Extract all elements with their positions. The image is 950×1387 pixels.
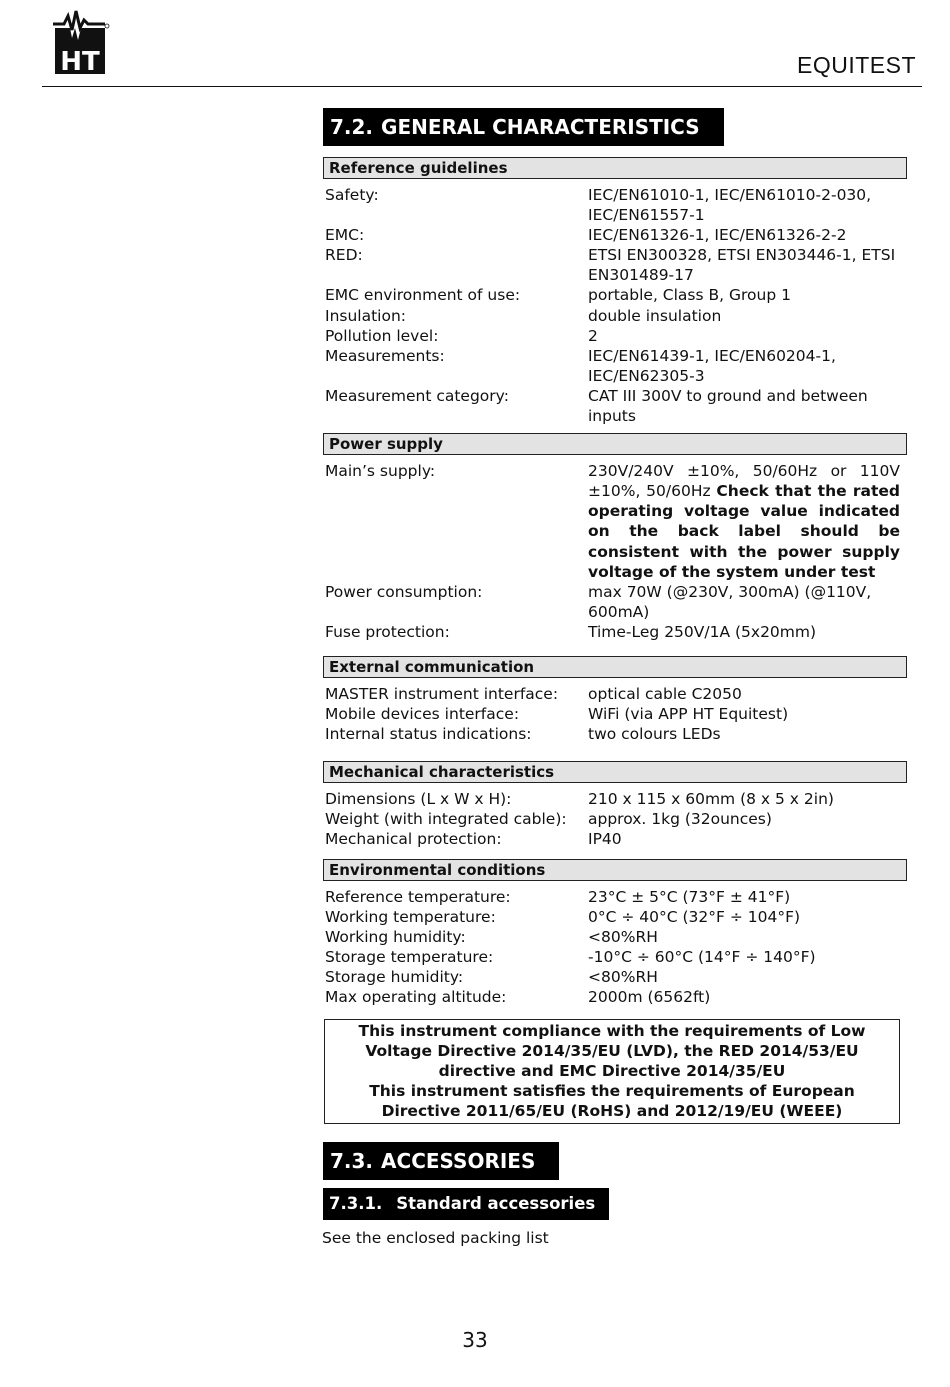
- spec-value: 23°C ± 5°C (73°F ± 41°F): [588, 887, 791, 906]
- spec-row: [325, 306, 908, 326]
- spec-key: Max operating altitude:: [325, 988, 507, 1006]
- spec-row: [325, 582, 908, 622]
- spec-row: [325, 326, 908, 346]
- ht-logo: [50, 8, 110, 80]
- spec-value: two colours LEDs: [588, 725, 721, 744]
- spec-key: Pollution level:: [325, 326, 439, 345]
- section-number: 7.2.: [330, 115, 374, 139]
- mains-warning: Check that the rated operating voltage value indicated on the back label should be consistent with the power supply voltage of the system under test: [588, 482, 900, 581]
- spec-key: Working temperature:: [325, 907, 496, 926]
- spec-key: Dimensions (L x W x H):: [325, 790, 512, 809]
- spec-row: [325, 947, 908, 967]
- spec-row: [325, 829, 908, 849]
- spec-value: IEC/EN61010-1, IEC/EN61010-2-030, IEC/EN61557-1: [588, 186, 872, 225]
- spec-value: IEC/EN61326-1, IEC/EN61326-2-2: [588, 226, 847, 245]
- power-supply-list: [325, 461, 908, 642]
- spec-value: max 70W (@230V, 300mA) (@110V, 600mA): [588, 582, 872, 621]
- section-number: 7.3.: [330, 1148, 374, 1173]
- spec-value: approx. 1kg (32ounces): [588, 810, 772, 829]
- compliance-line: This instrument satisfies the requirements of European Directive 2011/65/EU (RoHS) and 2012/19/EU (WEEE): [369, 1082, 855, 1121]
- spec-key: Main’s supply:: [325, 462, 436, 481]
- brand-name: EQUITEST: [796, 52, 916, 78]
- section-title: GENERAL CHARACTERISTICS: [381, 115, 700, 139]
- spec-value: ETSI EN300328, ETSI EN303446-1, ETSI EN301489-17: [588, 246, 896, 285]
- spec-row: [325, 967, 908, 987]
- spec-key: EMC environment of use:: [325, 286, 521, 305]
- spec-key: Safety:: [325, 186, 379, 204]
- spec-row: [325, 386, 908, 426]
- power-supply-bar: Power supply: [323, 433, 907, 455]
- environmental-conditions-bar: Environmental conditions: [323, 859, 907, 881]
- spec-value: <80%RH: [588, 967, 658, 986]
- spec-value: [588, 461, 908, 582]
- header-rule: [42, 86, 922, 87]
- spec-row: [325, 225, 908, 245]
- page-number: 33: [462, 1328, 488, 1352]
- spec-value: -10°C ÷ 60°C (14°F ÷ 140°F): [588, 947, 816, 966]
- spec-row: [325, 704, 908, 724]
- environmental-conditions-list: [325, 887, 908, 1008]
- spec-value: CAT III 300V to ground and between inputs: [588, 386, 868, 426]
- external-communication-list: [325, 684, 908, 744]
- spec-value: optical cable C2050: [588, 684, 742, 703]
- spec-row: [325, 245, 908, 285]
- spec-key: Weight (with integrated cable):: [325, 810, 567, 829]
- spec-row: [325, 907, 908, 927]
- spec-value: WiFi (via APP HT Equitest): [588, 705, 789, 724]
- spec-row: [325, 461, 908, 582]
- spec-row: [325, 789, 908, 809]
- spec-value: 2000m (6562ft): [588, 988, 711, 1006]
- spec-key: Insulation:: [325, 306, 407, 325]
- section-title: ACCESSORIES: [381, 1148, 536, 1173]
- spec-value: <80%RH: [588, 927, 658, 946]
- spec-key: Storage humidity:: [325, 967, 464, 986]
- spec-key: Measurements:: [325, 346, 445, 365]
- spec-value: IP40: [588, 830, 622, 849]
- accessories-heading: [323, 1142, 559, 1180]
- spec-key: RED:: [325, 246, 363, 265]
- spec-row: [325, 809, 908, 829]
- compliance-notice: [324, 1019, 900, 1123]
- spec-key: Storage temperature:: [325, 947, 494, 966]
- spec-key: Mobile devices interface:: [325, 705, 520, 724]
- spec-row: [325, 887, 908, 907]
- spec-row: [325, 724, 908, 744]
- spec-value: 210 x 115 x 60mm (8 x 5 x 2in): [588, 790, 834, 809]
- mains-value: 230V/240V ±10%, 50/60Hz or 110V ±10%, 50/60Hz: [588, 462, 900, 501]
- mechanical-characteristics-bar: Mechanical characteristics: [323, 761, 907, 783]
- spec-key: Reference temperature:: [325, 887, 511, 906]
- external-communication-bar: External communication: [323, 656, 907, 678]
- spec-row: [325, 987, 908, 1007]
- spec-value: IEC/EN61439-1, IEC/EN60204-1, IEC/EN62305-3: [588, 346, 836, 385]
- spec-key: Power consumption:: [325, 582, 483, 601]
- spec-row: [325, 346, 908, 386]
- spec-row: [325, 622, 908, 642]
- spec-row: [325, 285, 908, 305]
- spec-key: MASTER instrument interface:: [325, 684, 559, 703]
- spec-key: Working humidity:: [325, 927, 466, 946]
- packing-list-note: See the enclosed packing list: [322, 1228, 549, 1247]
- spec-value: double insulation: [588, 306, 722, 325]
- main-content: [323, 108, 908, 1248]
- spec-key: Internal status indications:: [325, 725, 532, 744]
- spec-key: Mechanical protection:: [325, 830, 502, 849]
- spec-row: [325, 185, 908, 225]
- spec-value: 2: [588, 326, 598, 345]
- standard-accessories-heading: [323, 1188, 609, 1220]
- spec-row: [325, 927, 908, 947]
- spec-value: Time-Leg 250V/1A (5x20mm): [588, 622, 817, 641]
- spec-key: Measurement category:: [325, 386, 509, 405]
- reference-guidelines-list: [325, 185, 908, 426]
- compliance-line: This instrument compliance with the requirements of Low Voltage Directive 2014/35/EU (LVD), the RED 2014/53/EU directive and EMC Directive 2014/35/EU: [358, 1022, 866, 1081]
- reference-guidelines-bar: Reference guidelines: [323, 157, 907, 179]
- spec-value: 0°C ÷ 40°C (32°F ÷ 104°F): [588, 907, 801, 926]
- svg-text:HT: HT: [60, 47, 100, 77]
- spec-row: [325, 684, 908, 704]
- subsection-number: 7.3.1.: [329, 1193, 383, 1213]
- spec-value: portable, Class B, Group 1: [588, 286, 791, 305]
- spec-key: EMC:: [325, 226, 365, 245]
- section-heading: [323, 108, 724, 146]
- spec-key: Fuse protection:: [325, 622, 450, 641]
- mechanical-characteristics-list: [325, 789, 908, 849]
- subsection-title: Standard accessories: [396, 1193, 596, 1213]
